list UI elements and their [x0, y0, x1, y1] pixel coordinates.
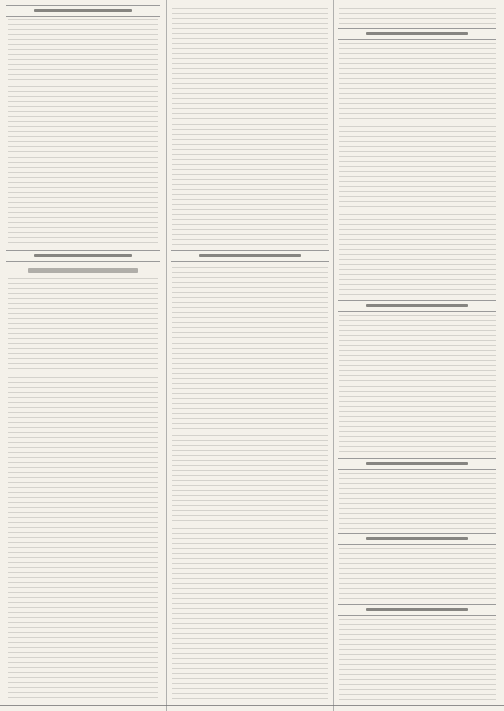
- article-text-block: [8, 377, 158, 473]
- section-header: [338, 300, 496, 312]
- article-text-block: [339, 386, 496, 454]
- article-text-block: [339, 473, 496, 529]
- article-text-block: [339, 548, 496, 600]
- article-text-block: [339, 8, 496, 26]
- article-text-block: [172, 435, 328, 524]
- section-header: [338, 458, 496, 470]
- section-header: [6, 5, 160, 17]
- section-header: [338, 533, 496, 545]
- section-header: [338, 28, 496, 40]
- article-text-block: [8, 582, 158, 700]
- article-text-block: [339, 43, 496, 122]
- article-text-block: [8, 157, 158, 243]
- article-heading: [28, 268, 138, 273]
- article-text-block: [339, 126, 496, 210]
- article-text-block: [172, 124, 328, 245]
- article-text-block: [339, 214, 496, 296]
- page-rule: [0, 705, 504, 706]
- article-text-block: [172, 528, 328, 700]
- section-header: [171, 250, 329, 262]
- article-text-block: [172, 343, 328, 431]
- column-divider-right: [333, 0, 334, 711]
- section-header: [6, 250, 160, 262]
- article-text-block: [8, 278, 158, 373]
- article-text-block: [172, 267, 328, 339]
- article-text-block: [339, 315, 496, 382]
- article-text-block: [172, 8, 328, 120]
- article-text-block: [8, 86, 158, 153]
- column-divider-left: [166, 0, 167, 711]
- article-text-block: [339, 619, 496, 700]
- article-text-block: [8, 477, 158, 578]
- article-text-block: [8, 19, 158, 83]
- section-header: [338, 604, 496, 616]
